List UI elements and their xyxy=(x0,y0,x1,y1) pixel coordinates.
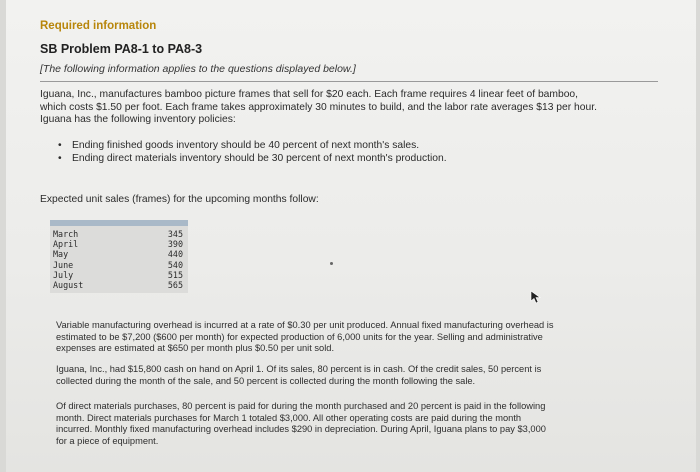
month-cell: July xyxy=(53,269,74,280)
paragraph-line: collected during the month of the sale, and 50 percent is collected during the month following the sale. xyxy=(56,375,476,386)
policy-text: Ending finished goods inventory should be 40 percent of next month's sales. xyxy=(72,140,420,151)
units-cell: 540 xyxy=(167,259,183,270)
month-cell: April xyxy=(53,239,79,250)
paragraph-line: incurred. Monthly fixed manufacturing overhead includes $290 in depreciation. During April, Iguana plans to pay $3,000 xyxy=(56,424,546,435)
sales-intro: Expected unit sales (frames) for the upcoming months follow: xyxy=(40,194,319,205)
month-cell: March xyxy=(53,229,79,239)
paragraph-line: month. Direct materials purchases for March 1 totaled $3,000. All other operating costs are paid during the month xyxy=(56,412,522,423)
paragraph-line: Variable manufacturing overhead is incurred at a rate of $0.30 per unit produced. Annual fixed manufacturing overhead is xyxy=(56,320,554,330)
paragraph-line: estimated to be $7,200 ($600 per month) for expected production of 6,000 units for the year. Selling and administrative xyxy=(56,331,543,342)
units-cell: 440 xyxy=(167,249,183,260)
units-cell: 515 xyxy=(167,269,183,280)
intro-line: Iguana has the following inventory policies: xyxy=(40,114,236,125)
units-cell: 565 xyxy=(167,280,183,291)
mouse-cursor-icon xyxy=(530,290,542,304)
materials-paragraph xyxy=(56,401,636,447)
paragraph-line: Iguana, Inc., had $15,800 cash on hand on April 1. Of its sales, 80 percent is in cash. Of the credit sales, 50 percent is xyxy=(56,364,542,374)
month-cell: August xyxy=(53,280,84,291)
divider xyxy=(40,81,658,82)
problem-title: SB Problem PA8-1 to PA8-3 xyxy=(40,42,203,56)
month-cell: June xyxy=(53,259,74,270)
required-information-heading: Required information xyxy=(40,20,157,32)
intro-line: which costs $1.50 per foot. Each frame takes approximately 30 minutes to build, and the labor rate averages $13 per hour. xyxy=(40,101,597,113)
overhead-paragraph xyxy=(56,320,636,355)
intro-line: Iguana, Inc., manufactures bamboo picture frames that sell for $20 each. Each frame requires 4 linear feet of bamboo, xyxy=(40,89,579,100)
policy-item xyxy=(58,153,447,166)
table-row xyxy=(50,260,188,270)
bullet-icon: • xyxy=(58,152,62,164)
policy-item xyxy=(58,140,447,153)
bullet-icon: • xyxy=(58,140,62,151)
table-row xyxy=(50,280,188,290)
expected-sales-table xyxy=(50,220,188,293)
paragraph-line: Of direct materials purchases, 80 percent is paid for during the month purchased and 20 percent is paid in the following xyxy=(56,401,546,411)
table-row xyxy=(50,270,188,280)
table-row xyxy=(50,249,188,259)
units-cell: 345 xyxy=(167,229,183,239)
paragraph-line: expenses are estimated at $650 per month plus $0.50 per unit sold. xyxy=(56,343,335,354)
cash-paragraph xyxy=(56,364,636,387)
problem-sheet xyxy=(6,0,696,472)
info-note: [The following information applies to the questions displayed below.] xyxy=(40,63,356,75)
month-cell: May xyxy=(53,249,69,260)
intro-paragraph xyxy=(40,89,660,127)
dot-mark xyxy=(330,262,333,265)
paragraph-line: for a piece of equipment. xyxy=(56,435,159,446)
table-row xyxy=(50,229,188,239)
table-row xyxy=(50,239,188,249)
policy-text: Ending direct materials inventory should be 30 percent of next month's production. xyxy=(72,152,447,164)
inventory-policies-list xyxy=(58,140,447,165)
units-cell: 390 xyxy=(167,239,183,250)
